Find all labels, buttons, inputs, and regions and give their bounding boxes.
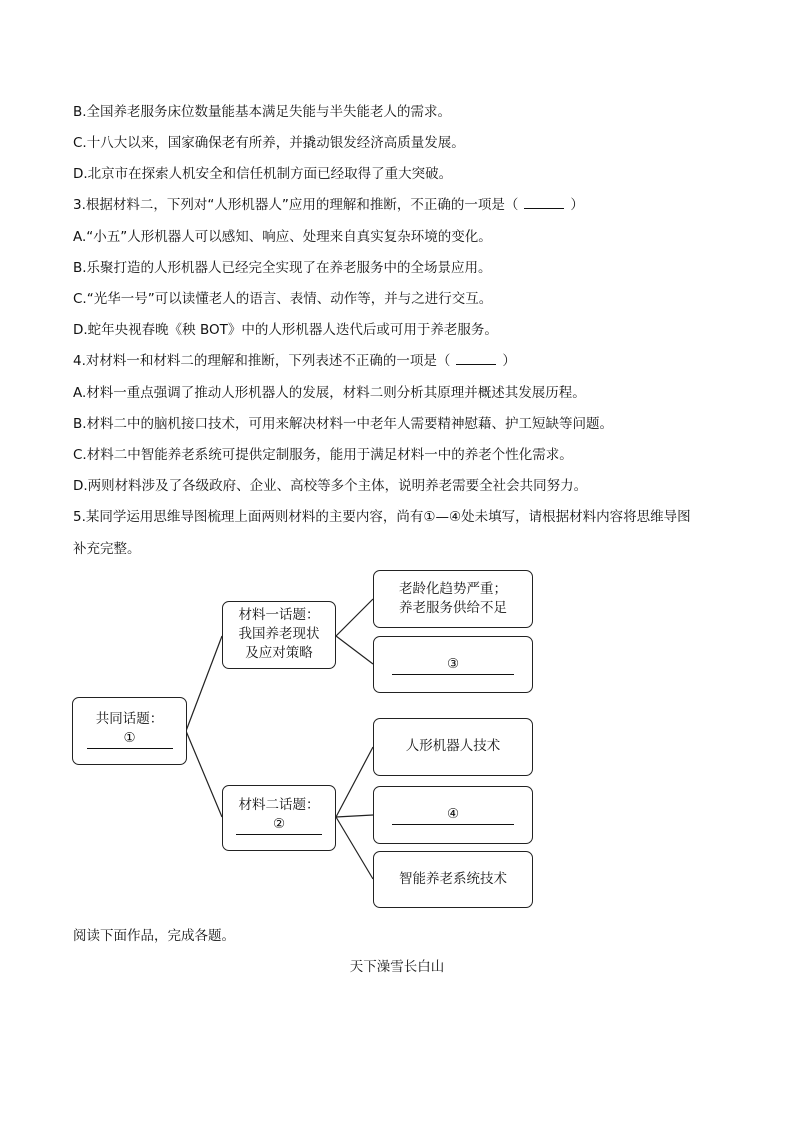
q3-option-c: C.“光华一号”可以读懂老人的语言、表情、动作等，并与之进行交互。	[73, 291, 493, 307]
mindmap-root-node	[72, 697, 187, 765]
blank-number-3: ③	[446, 656, 460, 672]
material-1-node	[222, 601, 336, 669]
material-2-leaf-3	[373, 851, 533, 908]
option-c-line: C.十八大以来，国家确保老有所养，并撬动银发经济高质量发展。	[73, 135, 465, 151]
question-3-text: 3.根据材料二，下列对“人形机器人”应用的理解和推断，不正确的一项是（	[73, 197, 519, 213]
option-b-line: B.全国养老服务床位数量能基本满足失能与半失能老人的需求。	[73, 104, 452, 120]
blank-2-line	[236, 815, 322, 835]
material-2-leaf-1	[373, 718, 533, 776]
question-4-text: 4.对材料一和材料二的理解和推断，下列表述不正确的一项是（	[73, 353, 451, 369]
material-2-leaf-2	[373, 786, 533, 844]
material-2-node	[222, 785, 336, 851]
material-1-topic-line2: 及应对策略	[245, 645, 313, 661]
blank-number-2: ②	[272, 816, 286, 832]
material-1-topic-line1: 我国养老现状	[238, 626, 320, 642]
root-answer-blank	[87, 729, 173, 749]
question-3-close: ）	[570, 197, 584, 213]
q3-option-a: A.“小五”人形机器人可以感知、响应、处理来自真实复杂环境的变化。	[73, 229, 492, 245]
material-1-leaf-2	[373, 636, 533, 693]
q4-option-d: D.两则材料涉及了各级政府、企业、高校等多个主体，说明养老需要全社会共同努力。	[73, 478, 588, 494]
reading-instruction: 阅读下面作品，完成各题。	[73, 928, 235, 944]
q4-option-b: B.材料二中的脑机接口技术，可用来解决材料一中老年人需要精神慰藉、护工短缺等问题。	[73, 416, 614, 432]
blank-3-line	[392, 655, 514, 675]
question-4-close: ）	[502, 353, 516, 369]
blank-4-line	[392, 805, 514, 825]
q4-option-a: A.材料一重点强调了推动人形机器人的发展，材料二则分析其原理并概述其发展历程。	[73, 385, 586, 401]
q4-option-c: C.材料二中智能养老系统可提供定制服务，能用于满足材料一中的养老个性化需求。	[73, 447, 573, 463]
q3-option-d: D.蛇年央视春晚《秧 BOT》中的人形机器人迭代后或可用于养老服务。	[73, 322, 498, 338]
reading-title: 天下澡雪长白山	[349, 959, 445, 975]
leaf-robot-tech: 人形机器人技术	[405, 738, 501, 754]
question-5-line2: 补充完整。	[73, 541, 141, 557]
material-1-title: 材料一话题：	[238, 607, 320, 623]
leaf-smart-elderly-care: 智能养老系统技术	[399, 871, 507, 887]
leaf-1-line2: 养老服务供给不足	[399, 600, 507, 616]
leaf-1-line1: 老龄化趋势严重；	[399, 581, 507, 597]
material-2-title: 材料二话题：	[238, 797, 320, 813]
blank-number-4: ④	[446, 806, 460, 822]
option-d-line: D.北京市在探索人机安全和信任机制方面已经取得了重大突破。	[73, 166, 453, 182]
question-5-line1: 5.某同学运用思维导图梳理上面两则材料的主要内容，尚有①—④处未填写，请根据材料内容将思维导图	[73, 509, 691, 525]
material-1-leaf-1	[373, 570, 533, 628]
q3-option-b: B.乐聚打造的人形机器人已经完全实现了在养老服务中的全场景应用。	[73, 260, 492, 276]
root-title: 共同话题：	[95, 711, 164, 727]
blank-number-1: ①	[123, 730, 136, 746]
